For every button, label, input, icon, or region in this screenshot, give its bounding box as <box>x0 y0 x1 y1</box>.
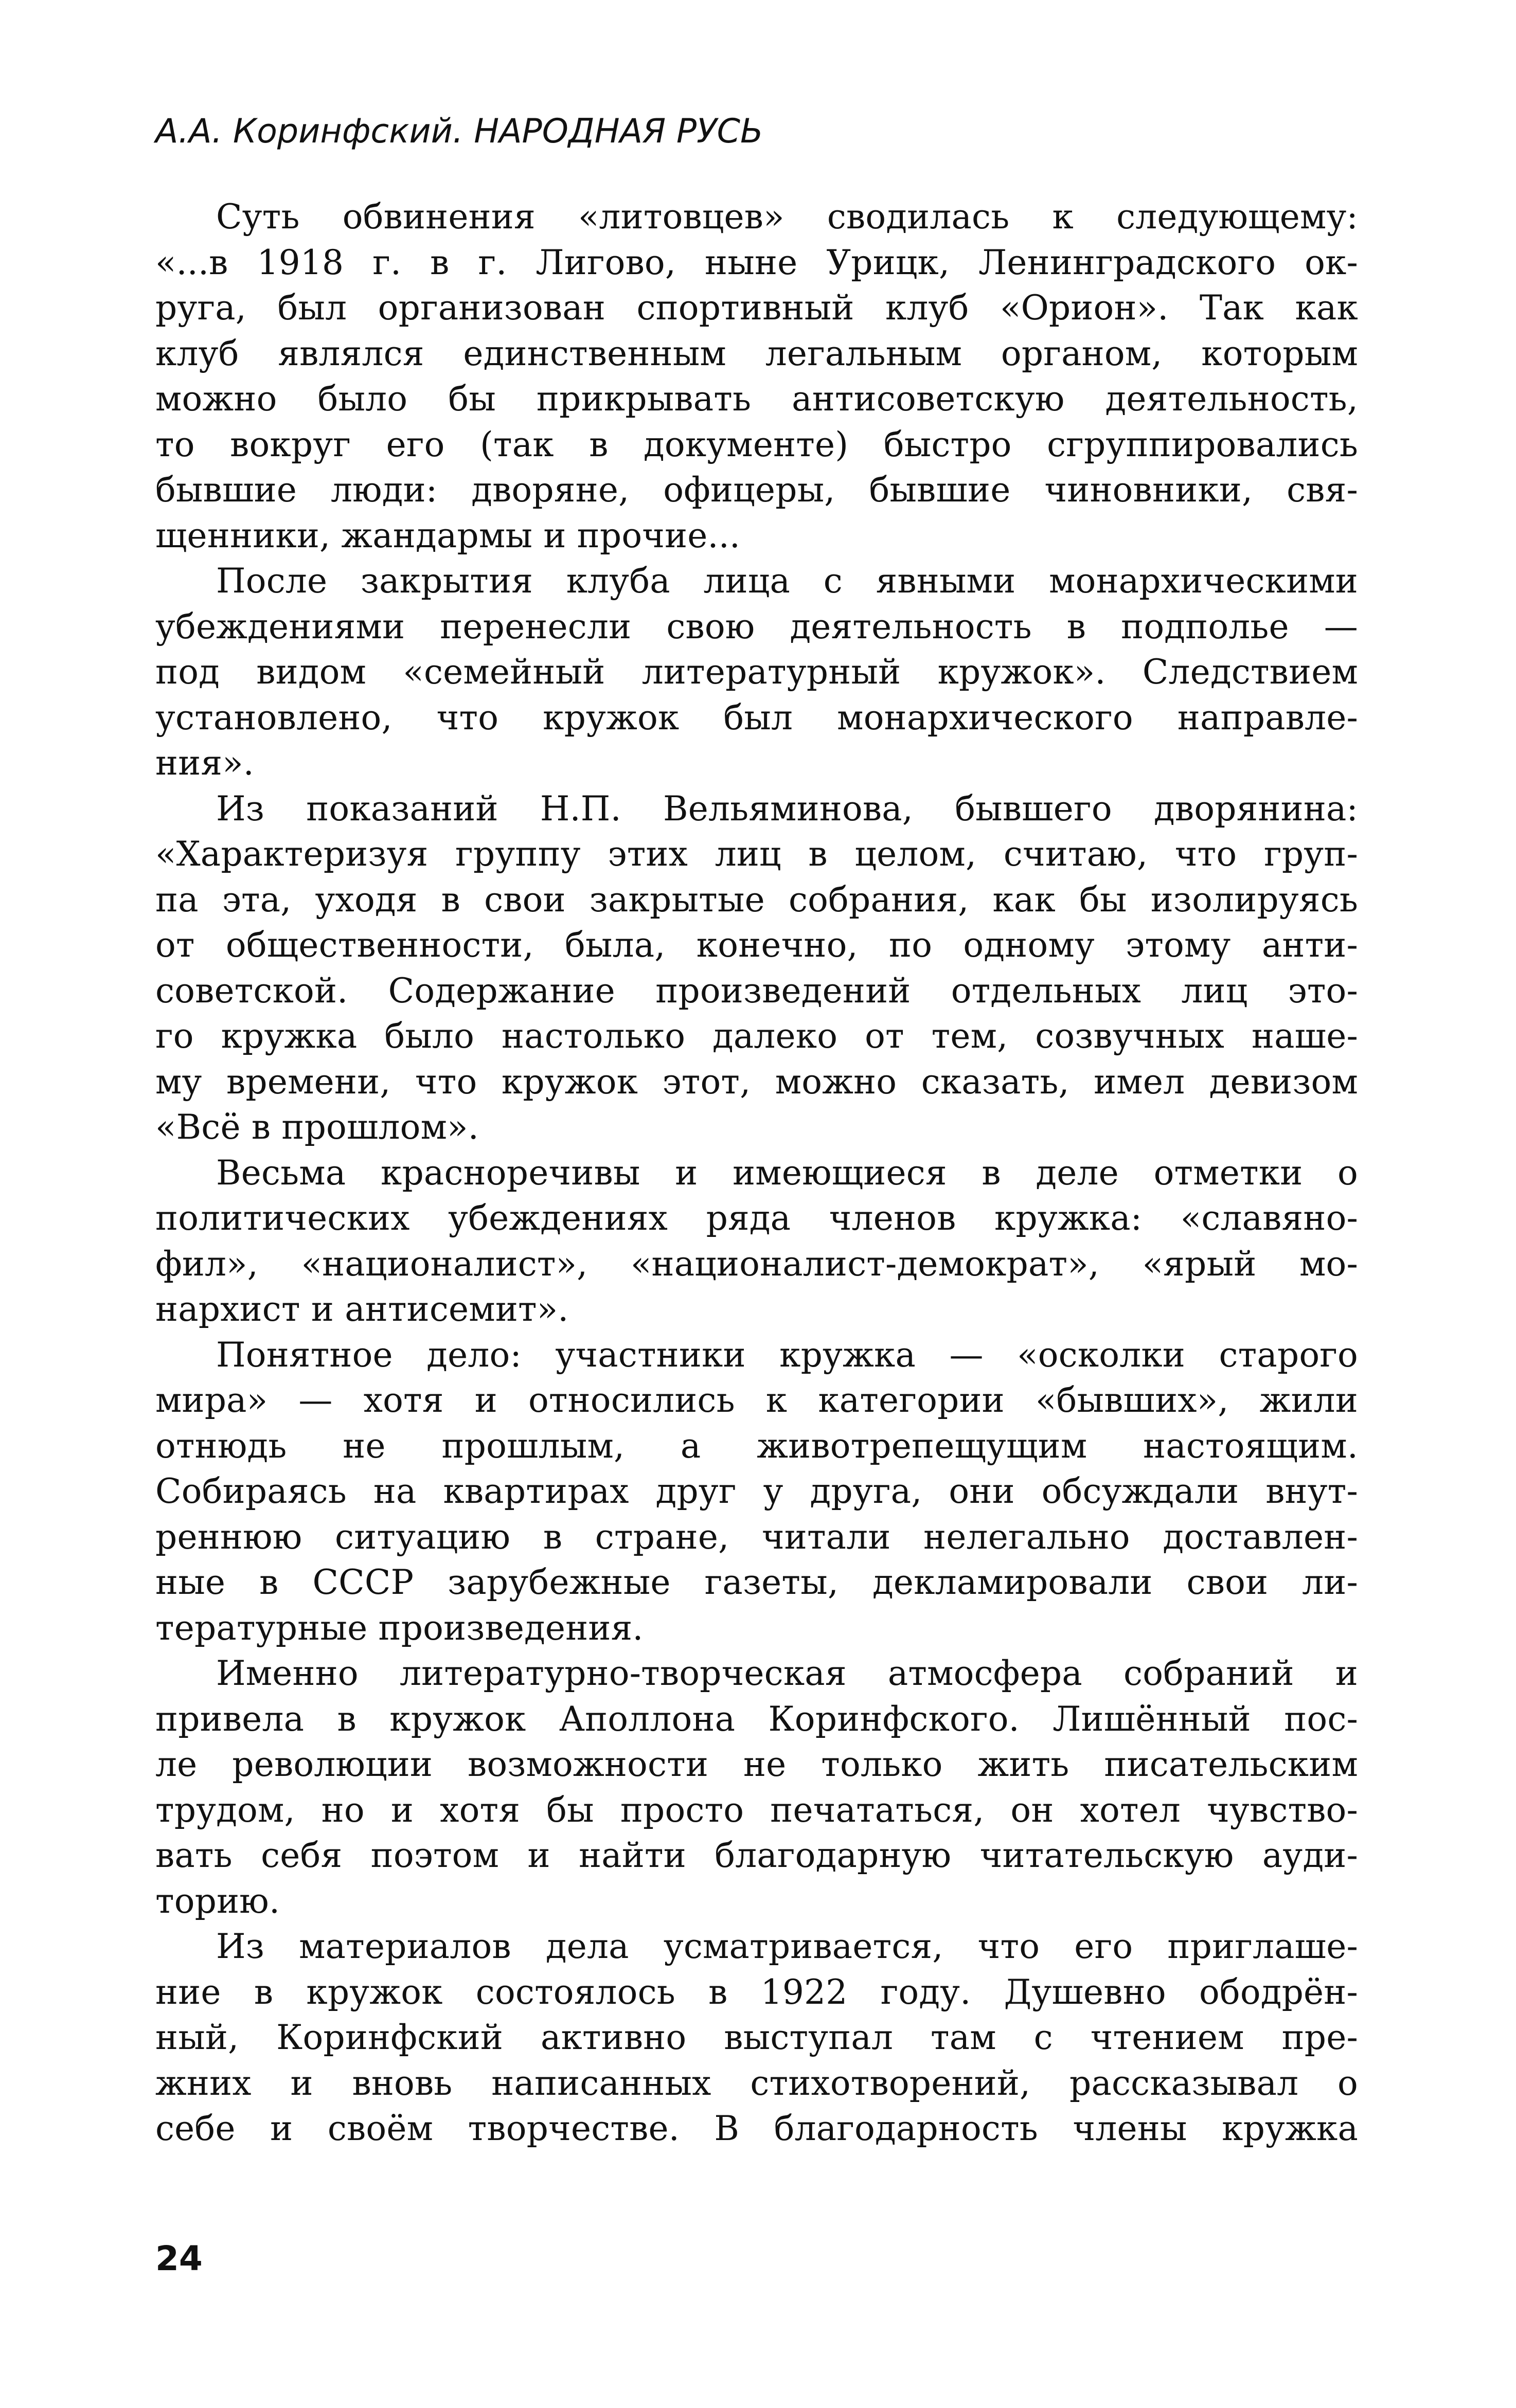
text-line: бывшие люди: дворяне, офицеры, бывшие чиновники, свя- <box>155 470 1358 510</box>
text-line: политических убеждениях ряда членов кружка: «славяно- <box>155 1198 1358 1238</box>
text-line: Суть обвинения «литовцев» сводилась к следующему: <box>216 197 1358 237</box>
text-line: ный, Коринфский активно выступал там с чтением пре- <box>155 2018 1358 2057</box>
text-line: ние в кружок состоялось в 1922 году. Душевно ободрён- <box>155 1972 1358 2012</box>
text-line: ные в СССР зарубежные газеты, декламировали свои ли- <box>155 1562 1358 1602</box>
text-line: привела в кружок Аполлона Коринфского. Лишённый пос- <box>155 1699 1358 1739</box>
text-line: советской. Содержание произведений отдельных лиц это- <box>155 971 1358 1011</box>
text-line: Собираясь на квартирах друг у друга, они обсуждали внут- <box>155 1471 1358 1511</box>
text-line: нархист и антисемит». <box>155 1289 569 1329</box>
text-line: «Характеризуя группу этих лиц в целом, считаю, что груп- <box>155 834 1358 874</box>
text-line: После закрытия клуба лица с явными монархическими <box>216 561 1358 601</box>
text-line: тературные произведения. <box>155 1608 644 1648</box>
body-text <box>155 194 1358 2152</box>
text-line: вать себя поэтом и найти благодарную читательскую ауди- <box>155 1836 1358 1875</box>
paragraph <box>155 1333 1358 1651</box>
paragraph <box>155 194 1358 559</box>
text-line: реннюю ситуацию в стране, читали нелегально доставлен- <box>155 1517 1358 1557</box>
text-line: Из материалов дела усматривается, что его приглаше- <box>216 1927 1358 1966</box>
text-line: мира» — хотя и относились к категории «бывших», жили <box>155 1380 1358 1420</box>
text-line: Понятное дело: участники кружка — «осколки старого <box>216 1335 1358 1375</box>
text-line: торию. <box>155 1881 280 1921</box>
text-line: можно было бы прикрывать антисоветскую деятельность, <box>155 379 1358 419</box>
text-line: Именно литературно-творческая атмосфера собраний и <box>216 1654 1358 1693</box>
text-line: ния». <box>155 743 254 783</box>
text-line: Весьма красноречивы и имеющиеся в деле отметки о <box>216 1153 1358 1193</box>
page-number: 24 <box>155 2239 203 2278</box>
text-line: трудом, но и хотя бы просто печататься, он хотел чувство- <box>155 1790 1358 1830</box>
text-line: отнюдь не прошлым, а животрепещущим настоящим. <box>155 1426 1358 1466</box>
text-line: убеждениями перенесли свою деятельность в подполье — <box>155 606 1358 646</box>
paragraph <box>155 1151 1358 1333</box>
text-line: фил», «националист», «националист-демократ», «ярый мо- <box>155 1244 1358 1284</box>
text-line: клуб являлся единственным легальным органом, которым <box>155 333 1358 373</box>
text-line: го кружка было настолько далеко от тем, созвучных наше- <box>155 1016 1358 1056</box>
text-line: Из показаний Н.П. Вельяминова, бывшего дворянина: <box>216 788 1358 829</box>
paragraph <box>155 559 1358 786</box>
text-line: «Всё в прошлом». <box>155 1107 479 1147</box>
text-line: му времени, что кружок этот, можно сказать, имел девизом <box>155 1062 1358 1102</box>
text-line: «...в 1918 г. в г. Лигово, ныне Урицк, Ленинградского ок- <box>155 242 1358 282</box>
text-line: себе и своём творчестве. В благодарность члены кружка <box>155 2109 1358 2148</box>
text-line: от общественности, была, конечно, по одному этому анти- <box>155 925 1358 965</box>
text-line: щенники, жандармы и прочие... <box>155 515 741 555</box>
text-line: то вокруг его (так в документе) быстро сгруппировались <box>155 424 1358 464</box>
paragraph <box>155 786 1358 1151</box>
running-title: А.А. Коринфский. НАРОДНАЯ РУСЬ <box>155 112 763 151</box>
text-line: под видом «семейный литературный кружок». Следствием <box>155 652 1358 692</box>
text-line: руга, был организован спортивный клуб «Орион». Так как <box>155 288 1358 328</box>
paragraph <box>155 1651 1358 1924</box>
text-line: жних и вновь написанных стихотворений, рассказывал о <box>155 2063 1358 2103</box>
text-line: па эта, уходя в свои закрытые собрания, как бы изолируясь <box>155 879 1358 920</box>
paragraph <box>155 1924 1358 2152</box>
text-line: ле революции возможности не только жить писательским <box>155 1745 1358 1784</box>
text-line: установлено, что кружок был монархического направле- <box>155 697 1358 738</box>
